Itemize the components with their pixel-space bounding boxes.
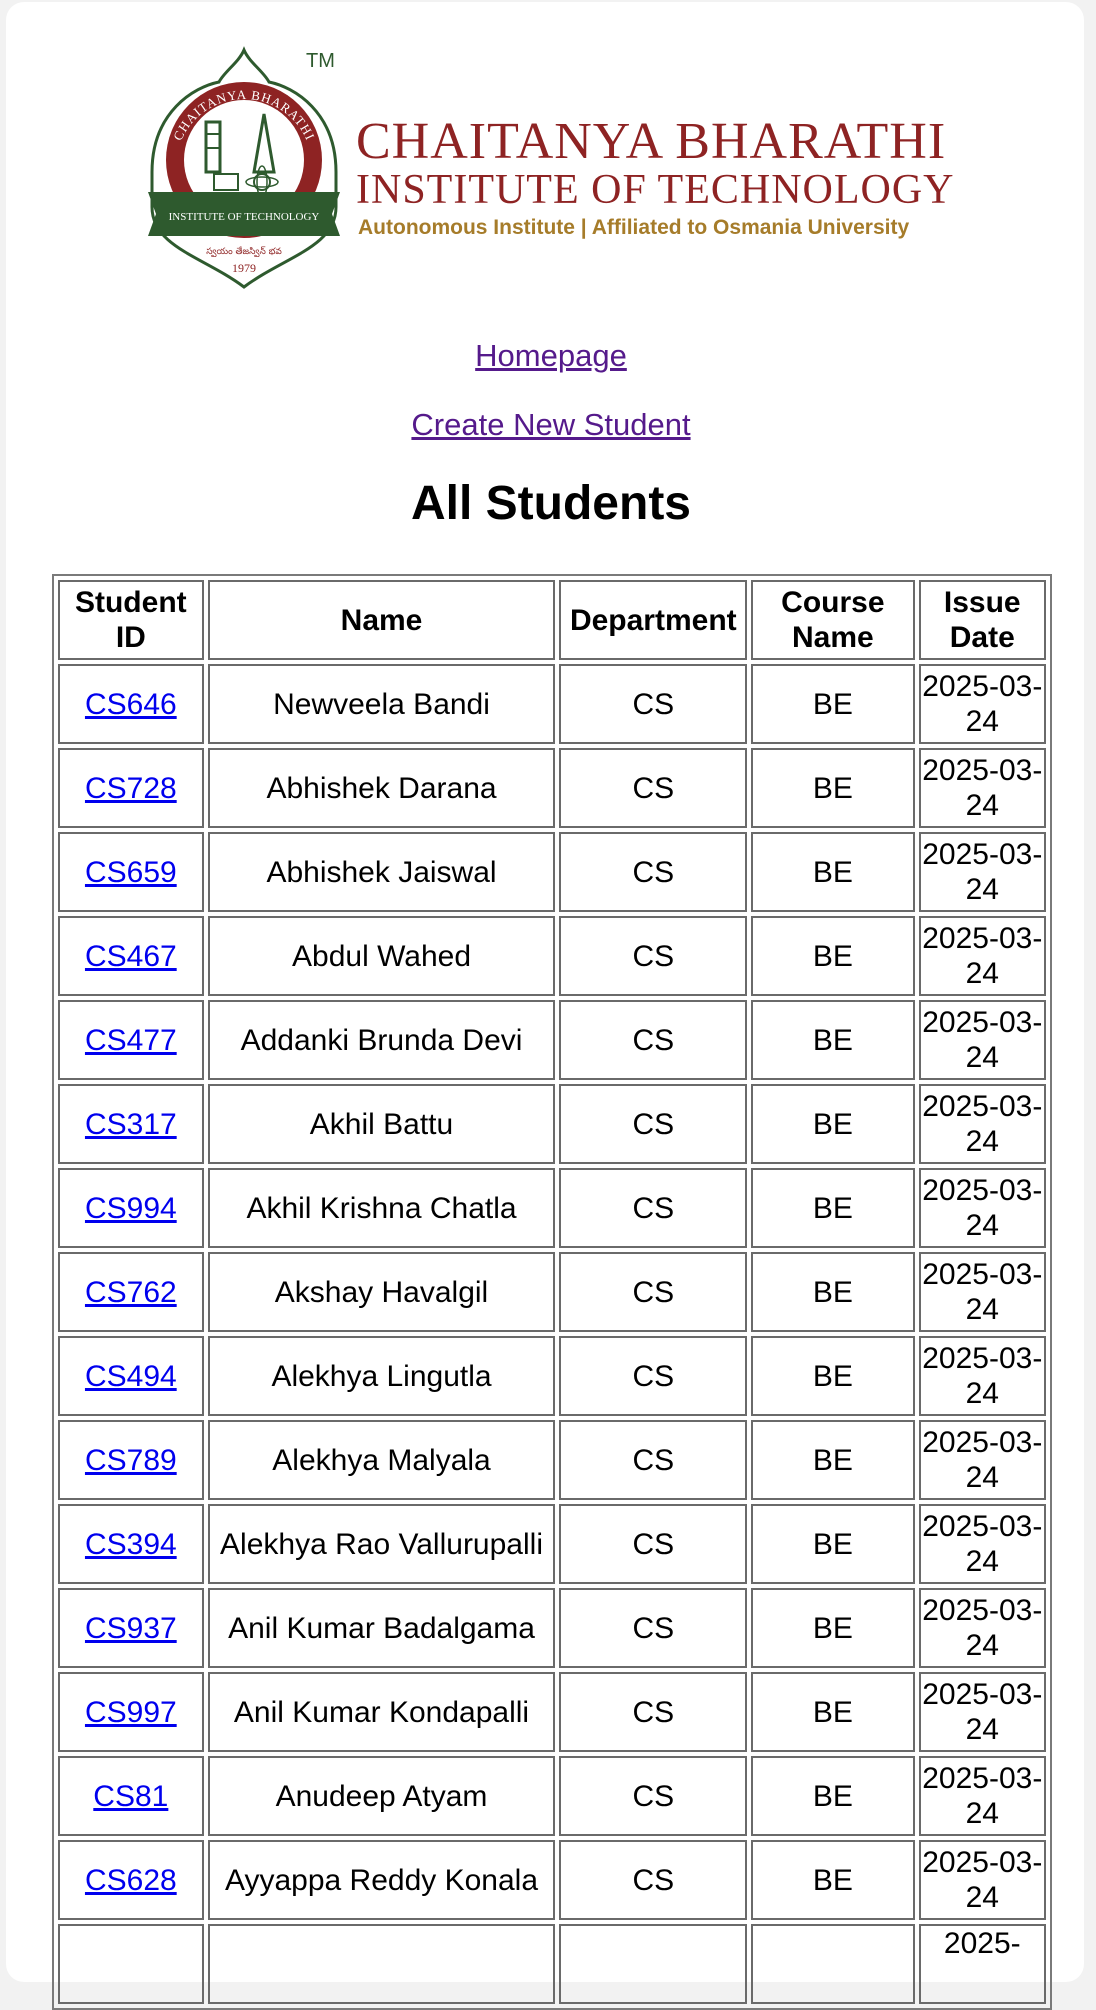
table-row [58, 1924, 1046, 2004]
cell-department: CS [559, 1420, 747, 1500]
emblem-motto: స్వయం తేజస్విన్ భవ [206, 247, 282, 257]
cell-name: Alekhya Rao Vallurupalli [208, 1504, 556, 1584]
cell-name: Anil Kumar Kondapalli [208, 1672, 556, 1752]
cell-student-id [58, 832, 204, 912]
cell-course: BE [751, 1756, 914, 1836]
cell-course: BE [751, 1840, 914, 1920]
cell-student-id [58, 1924, 204, 2004]
cell-department: CS [559, 1840, 747, 1920]
cell-issue-date: 2025-03-24 [919, 748, 1046, 828]
page-card [6, 2, 1084, 1982]
cell-issue-date: 2025-03-24 [919, 1336, 1046, 1416]
column-header-issue-date: Issue Date [919, 580, 1046, 660]
cell-student-id [58, 1588, 204, 1668]
cell-course: BE [751, 1000, 914, 1080]
cell-issue-date: 2025-03-24 [919, 1672, 1046, 1752]
cell-issue-date: 2025-03-24 [919, 1252, 1046, 1332]
cell-student-id [58, 1504, 204, 1584]
emblem-ring-text: CHAITANYA BHARATHI [170, 86, 319, 143]
cell-name [208, 1924, 556, 2004]
cell-course [751, 1924, 914, 2004]
cell-name: Akshay Havalgil [208, 1252, 556, 1332]
table-row [58, 832, 1046, 912]
student-id-link[interactable]: CS81 [93, 1779, 169, 1813]
table-row [58, 1504, 1046, 1584]
emblem-icon [144, 42, 344, 292]
institute-name-line1: CHAITANYA BHARATHI [356, 113, 947, 170]
students-table-container [52, 574, 1052, 2010]
cell-department: CS [559, 1672, 747, 1752]
cell-issue-date: 2025-03-24 [919, 1840, 1046, 1920]
students-table [52, 574, 1052, 2010]
institute-name-line2: INSTITUTE OF TECHNOLOGY [356, 167, 955, 213]
cell-name: Anil Kumar Badalgama [208, 1588, 556, 1668]
table-row [58, 1840, 1046, 1920]
cell-name: Alekhya Lingutla [208, 1336, 556, 1416]
table-row [58, 916, 1046, 996]
cell-student-id [58, 1168, 204, 1248]
table-row [58, 1168, 1046, 1248]
cell-student-id [58, 1252, 204, 1332]
student-id-link[interactable]: CS646 [84, 687, 177, 721]
cell-student-id [58, 1840, 204, 1920]
student-id-link[interactable]: CS317 [84, 1107, 177, 1141]
student-id-link[interactable]: CS394 [84, 1527, 177, 1561]
table-row [58, 664, 1046, 744]
cell-department: CS [559, 1168, 747, 1248]
cell-issue-date: 2025-03-24 [919, 1504, 1046, 1584]
cell-course: BE [751, 1336, 914, 1416]
cell-issue-date: 2025-03-24 [919, 1084, 1046, 1164]
cell-course: BE [751, 1504, 914, 1584]
cell-department: CS [559, 1336, 747, 1416]
cell-department: CS [559, 1504, 747, 1584]
cell-course: BE [751, 1588, 914, 1668]
cell-student-id [58, 1672, 204, 1752]
student-id-link[interactable]: CS477 [84, 1023, 177, 1057]
cell-issue-date: 2025-03-24 [919, 1420, 1046, 1500]
column-header-student-id: Student ID [58, 580, 204, 660]
table-row [58, 1000, 1046, 1080]
trademark-mark: TM [306, 50, 335, 72]
cell-department: CS [559, 748, 747, 828]
cell-name: Alekhya Malyala [208, 1420, 556, 1500]
cell-department: CS [559, 832, 747, 912]
column-header-course-name: Course Name [751, 580, 914, 660]
table-row [58, 1672, 1046, 1752]
cell-department: CS [559, 1588, 747, 1668]
student-id-link[interactable]: CS659 [84, 855, 177, 889]
table-header-row [58, 580, 1046, 660]
student-id-link[interactable]: CS494 [84, 1359, 177, 1393]
cell-student-id [58, 748, 204, 828]
column-header-name: Name [208, 580, 556, 660]
cell-student-id [58, 1084, 204, 1164]
student-id-link[interactable]: CS762 [84, 1275, 177, 1309]
cell-student-id [58, 1000, 204, 1080]
student-id-link[interactable]: CS628 [84, 1863, 177, 1897]
cell-issue-date: 2025-03-24 [919, 1000, 1046, 1080]
cell-department: CS [559, 1084, 747, 1164]
cell-department: CS [559, 1000, 747, 1080]
student-id-link[interactable]: CS994 [84, 1191, 177, 1225]
cell-issue-date: 2025-03-24 [919, 1756, 1046, 1836]
student-id-link[interactable]: CS997 [84, 1695, 177, 1729]
cell-issue-date: 2025-03-24 [919, 664, 1046, 744]
student-id-link[interactable]: CS937 [84, 1611, 177, 1645]
cell-name: Addanki Brunda Devi [208, 1000, 556, 1080]
cell-course: BE [751, 1420, 914, 1500]
cell-course: BE [751, 916, 914, 996]
cell-name: Anudeep Atyam [208, 1756, 556, 1836]
cell-student-id [58, 1756, 204, 1836]
cell-name: Akhil Krishna Chatla [208, 1168, 556, 1248]
cell-department [559, 1924, 747, 2004]
institute-logo [144, 42, 984, 292]
cell-department: CS [559, 1252, 747, 1332]
table-row [58, 1756, 1046, 1836]
table-row [58, 1420, 1046, 1500]
cell-student-id [58, 1336, 204, 1416]
cell-course: BE [751, 1168, 914, 1248]
table-row [58, 1252, 1046, 1332]
cell-name: Abhishek Jaiswal [208, 832, 556, 912]
cell-issue-date: 2025-03-24 [919, 1588, 1046, 1668]
emblem-banner-text: INSTITUTE OF TECHNOLOGY [168, 211, 320, 223]
cell-course: BE [751, 832, 914, 912]
cell-name: Akhil Battu [208, 1084, 556, 1164]
cell-course: BE [751, 1252, 914, 1332]
cell-issue-date: 2025- [919, 1924, 1046, 2004]
cell-student-id [58, 664, 204, 744]
cell-department: CS [559, 664, 747, 744]
cell-student-id [58, 1420, 204, 1500]
cell-student-id [58, 916, 204, 996]
table-row [58, 1588, 1046, 1668]
table-row [58, 748, 1046, 828]
cell-issue-date: 2025-03-24 [919, 916, 1046, 996]
cell-issue-date: 2025-03-24 [919, 1168, 1046, 1248]
cell-course: BE [751, 1084, 914, 1164]
cell-name: Ayyappa Reddy Konala [208, 1840, 556, 1920]
page-title: All Students [410, 477, 691, 530]
column-header-department: Department [559, 580, 747, 660]
cell-department: CS [559, 1756, 747, 1836]
cell-name: Abdul Wahed [208, 916, 556, 996]
student-id-link[interactable]: CS728 [84, 771, 177, 805]
table-row [58, 1084, 1046, 1164]
cell-course: BE [751, 748, 914, 828]
cell-department: CS [559, 916, 747, 996]
homepage-link[interactable]: Homepage [475, 338, 627, 373]
cell-course: BE [751, 664, 914, 744]
emblem-year: 1979 [232, 261, 256, 275]
cell-name: Newveela Bandi [208, 664, 556, 744]
table-row [58, 1336, 1046, 1416]
create-new-student-link[interactable]: Create New Student [411, 407, 691, 442]
cell-issue-date: 2025-03-24 [919, 832, 1046, 912]
institute-tagline: Autonomous Institute | Affiliated to Osmania University [358, 216, 910, 239]
student-id-link[interactable]: CS789 [84, 1443, 177, 1477]
cell-course: BE [751, 1672, 914, 1752]
student-id-link[interactable]: CS467 [84, 939, 177, 973]
cell-name: Abhishek Darana [208, 748, 556, 828]
